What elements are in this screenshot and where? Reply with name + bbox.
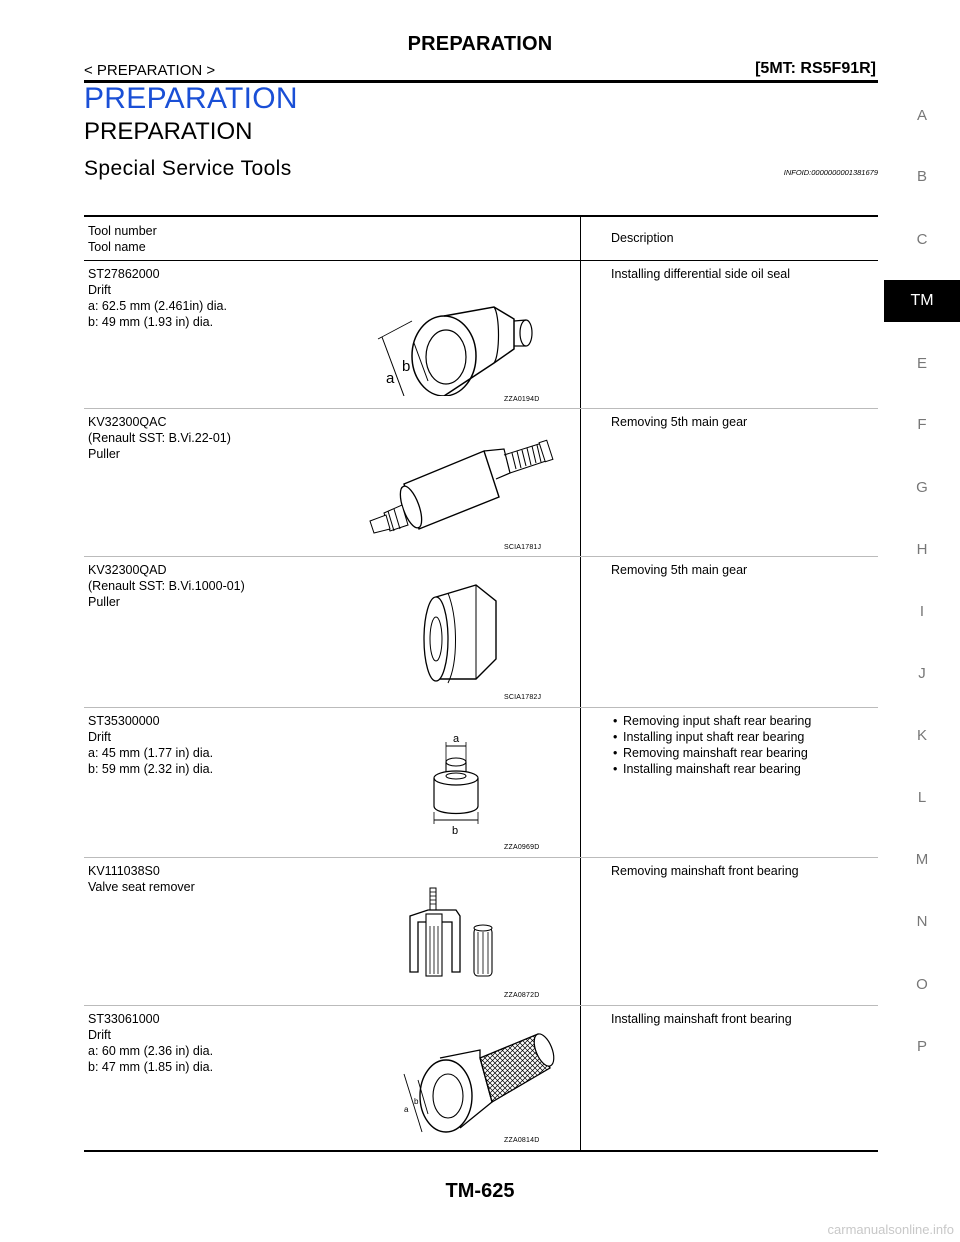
- description-line: Removing mainshaft front bearing: [611, 864, 799, 878]
- tool-spec-a: a: 45 mm (1.77 in) dia.: [88, 746, 214, 760]
- tool-description: [611, 713, 811, 777]
- tool-info: [88, 713, 213, 777]
- dimension-label-a: a: [453, 736, 460, 745]
- side-index-item-tm[interactable]: TM: [884, 280, 960, 322]
- tool-info: [88, 1011, 213, 1075]
- header-tool-number: Tool number: [88, 224, 157, 238]
- description-line: Removing 5th main gear: [611, 563, 748, 577]
- tool-name-alt: (Renault SST: B.Vi.1000-01): [88, 579, 245, 593]
- tool-description: [611, 266, 790, 282]
- tool-info: [88, 266, 227, 330]
- figure-code: ZZA0194D: [504, 396, 540, 403]
- side-index-item-l[interactable]: L: [917, 789, 927, 806]
- table-row: [84, 708, 878, 858]
- valve-seat-remover-illustration: [400, 886, 510, 986]
- tool-number: ST33061000: [88, 1012, 160, 1026]
- dimension-label-b: b: [414, 1097, 419, 1106]
- tool-number: KV32300QAC: [88, 415, 167, 429]
- page-number: TM-625: [445, 1180, 515, 1202]
- tool-description: [611, 1011, 792, 1027]
- description-line: Removing 5th main gear: [611, 415, 748, 429]
- tool-description: [611, 863, 799, 879]
- special-service-tools-table: [84, 215, 878, 1152]
- puller-illustration: [414, 579, 514, 689]
- tool-number: ST27862000: [88, 267, 160, 281]
- dimension-label-a: a: [386, 370, 395, 387]
- figure-code: ZZA0814D: [504, 1137, 540, 1144]
- tool-spec-a: a: 62.5 mm (2.461in) dia.: [88, 299, 227, 313]
- side-index-item-k[interactable]: K: [916, 727, 927, 744]
- drift-illustration: [374, 301, 554, 396]
- header-tool-column: [88, 223, 157, 255]
- watermark: carmanualsonline.info: [827, 1222, 954, 1237]
- tool-description: [611, 562, 747, 578]
- tool-name: Valve seat remover: [88, 880, 195, 894]
- column-divider: [580, 708, 581, 857]
- tool-spec-a: a: 60 mm (2.36 in) dia.: [88, 1044, 214, 1058]
- tool-spec-b: b: 59 mm (2.32 in) dia.: [88, 762, 214, 776]
- side-index-item-e[interactable]: E: [916, 355, 927, 372]
- tool-name-alt: (Renault SST: B.Vi.22-01): [88, 431, 231, 445]
- side-index-item-j[interactable]: J: [918, 665, 926, 682]
- side-index-item-p[interactable]: P: [916, 1038, 927, 1055]
- tool-spec-b: b: 49 mm (1.93 in) dia.: [88, 315, 214, 329]
- tool-name: Drift: [88, 730, 111, 744]
- tool-name: Puller: [88, 447, 120, 461]
- tool-description: [611, 414, 747, 430]
- table-row: [84, 409, 878, 557]
- tool-spec-b: b: 47 mm (1.85 in) dia.: [88, 1060, 214, 1074]
- column-divider: [580, 409, 581, 556]
- column-divider: [580, 1006, 581, 1150]
- page-title: PREPARATION: [84, 82, 298, 115]
- model-code: [5MT: RS5F91R]: [755, 60, 876, 77]
- side-index-item-c[interactable]: C: [916, 231, 928, 248]
- side-index-item-f[interactable]: F: [917, 416, 927, 433]
- column-divider: [580, 217, 581, 260]
- tool-info: [88, 414, 231, 462]
- figure-code: SCIA1782J: [504, 694, 542, 701]
- info-id: INFOID:0000000001381679: [783, 168, 878, 177]
- description-bullet: • Removing mainshaft rear bearing: [611, 745, 811, 761]
- column-divider: [580, 261, 581, 408]
- side-index-item-n[interactable]: N: [916, 913, 928, 930]
- table-row: [84, 261, 878, 409]
- table-row: [84, 557, 878, 708]
- running-header-title: PREPARATION: [407, 33, 553, 55]
- header-description: Description: [611, 231, 674, 245]
- description-line: Installing differential side oil seal: [611, 267, 791, 281]
- side-index-item-g[interactable]: G: [916, 479, 928, 496]
- figure-code: ZZA0969D: [504, 844, 540, 851]
- description-line: Installing mainshaft front bearing: [611, 1012, 792, 1026]
- table-header: [84, 217, 878, 261]
- tool-name: Puller: [88, 595, 120, 609]
- puller-illustration: [364, 439, 554, 534]
- column-divider: [580, 858, 581, 1005]
- column-divider: [580, 557, 581, 707]
- tool-number: KV32300QAD: [88, 563, 167, 577]
- side-index-item-b[interactable]: B: [916, 168, 927, 185]
- side-index-item-i[interactable]: I: [919, 603, 925, 620]
- side-index-item-a[interactable]: A: [916, 107, 927, 124]
- dimension-label-b: b: [452, 825, 459, 836]
- breadcrumb: < PREPARATION >: [84, 62, 216, 79]
- side-index-item-h[interactable]: H: [916, 541, 928, 558]
- dimension-label-a: a: [404, 1105, 409, 1114]
- side-index-item-m[interactable]: M: [915, 851, 929, 868]
- drift-illustration: [420, 736, 490, 836]
- tool-info: [88, 562, 245, 610]
- subsection-title: Special Service Tools: [84, 157, 292, 180]
- tool-info: [88, 863, 195, 895]
- description-bullet: • Installing input shaft rear bearing: [611, 729, 811, 745]
- table-row: [84, 1006, 878, 1150]
- figure-code: ZZA0872D: [504, 992, 540, 999]
- tool-name: Drift: [88, 1028, 111, 1042]
- description-bullet: • Removing input shaft rear bearing: [611, 713, 811, 729]
- tool-name: Drift: [88, 283, 111, 297]
- tool-number: KV111038S0: [88, 864, 160, 878]
- header-tool-name: Tool name: [88, 240, 146, 254]
- side-index-item-o[interactable]: O: [916, 976, 928, 993]
- table-row: [84, 858, 878, 1006]
- section-title: PREPARATION: [84, 118, 253, 145]
- description-bullet: • Installing mainshaft rear bearing: [611, 761, 811, 777]
- figure-code: SCIA1781J: [504, 544, 542, 551]
- tool-number: ST35300000: [88, 714, 160, 728]
- drift-illustration: [400, 1028, 560, 1138]
- dimension-label-b: b: [402, 358, 411, 375]
- description-bullets: [611, 713, 811, 777]
